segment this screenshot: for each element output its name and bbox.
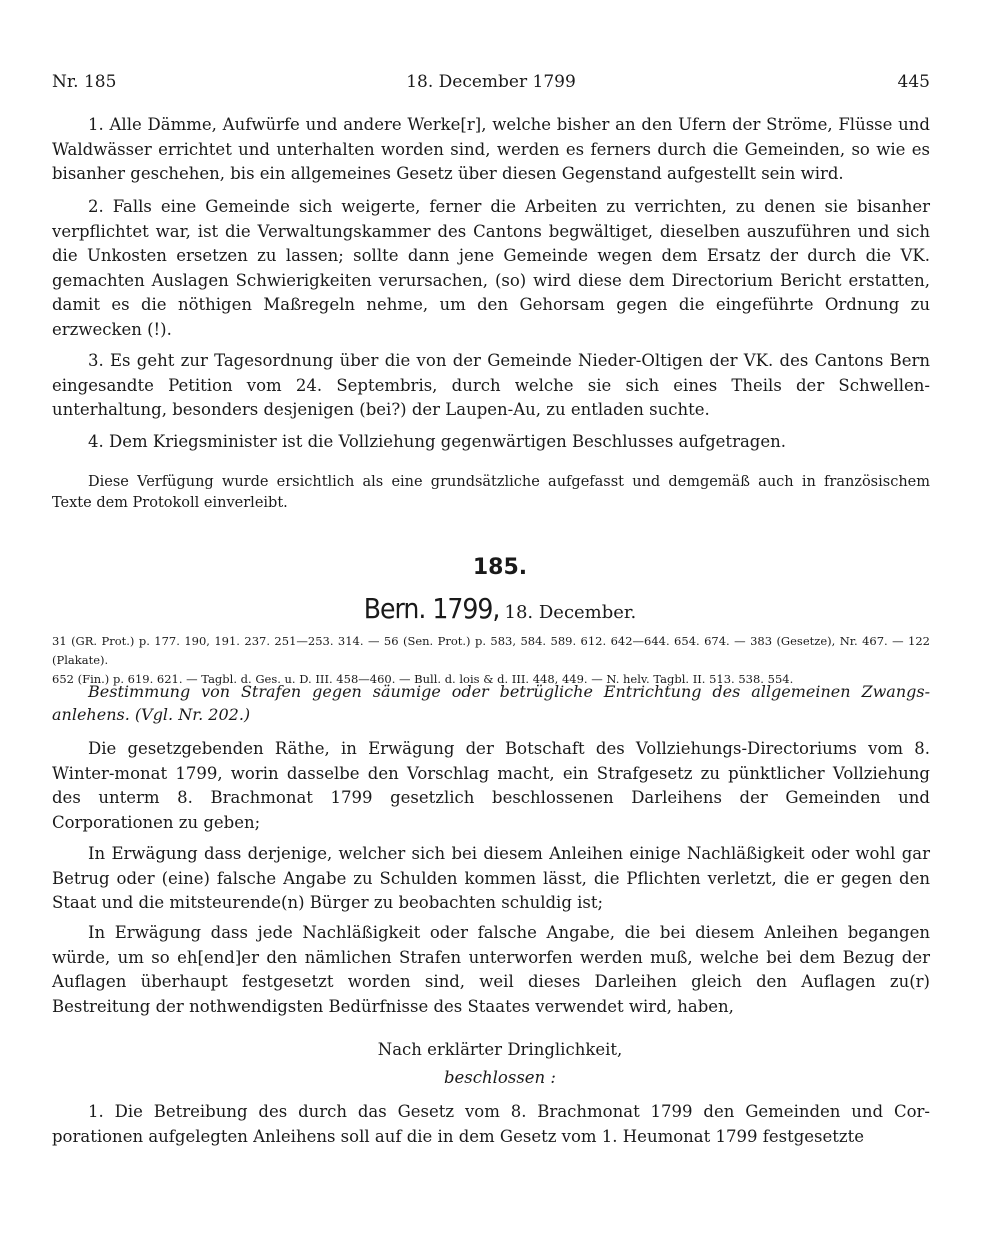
- editorial-note: Diese Verfügung wurde ersichtlich als eine grundsätzliche aufgefasst und demgemäß auch in französischem Texte dem Protokoll einverleibt.: [52, 474, 930, 511]
- article-4-top: 4. Dem Kriegsminister ist die Vollziehung gegenwärtigen Beschlusses aufgetragen.: [88, 432, 786, 451]
- document-number: 185.: [472, 555, 528, 580]
- article-2-top: 2. Falls eine Gemeinde sich weigerte, ferner die Arbeiten zu verrichten, zu denen sie bisanher verpflichtet war, ist die Verwaltungskammer des Cantons begwältiget, dieselben auszuführen und sich die Unkosten ersetzen zu lassen; sollte dann jene Gemeinde wegen dem Ersatz der durch die VK. gemachten Auslagen Schwierigkeiten verursachen, (so) wird diese dem Directorium Bericht erstatten, damit es die nöthigen Maßregeln nehme, um den Gehorsam gegen die eingeführte Ordnung zu erzwecken (!).: [52, 197, 930, 339]
- urgency-clause: Nach erklärter Dringlichkeit,: [377, 1040, 623, 1059]
- resolved-clause: beschlossen :: [443, 1068, 556, 1087]
- preamble-paragraph-3: In Erwägung dass jede Nachläßigkeit oder falsche Angabe, die bei diesem Anleihen begangen würde, um so eh[end]er den nämlichen Strafen unterworfen werden muß, welche bei dem Bezug der Auflagen überhaupt festgesetzt worden sind, weil dieses Darleihen gleich den Auflagen zu(r) Bestreitung der nothwendigsten Bedürfnisse des Staates verwendet wird, haben,: [52, 923, 930, 1016]
- article-1-top: 1. Alle Dämme, Aufwürfe und andere Werke[r], welche bisher an den Ufern der Ströme, Flüsse und Waldwässer errichtet und unterhalten worden sind, werden es ferners durch die Gemeinden, so wie es bisanher geschehen, bis ein allgemeines Gesetz über diesen Gegenstand aufgestellt sein wird.: [52, 115, 930, 183]
- page-header: [52, 72, 930, 98]
- document-date: 18. December.: [504, 602, 637, 623]
- law-article-1: 1. Die Betreibung des durch das Gesetz vom 8. Brachmonat 1799 den Gemeinden und Cor-porationen aufgelegten Anleihens soll auf die in dem Gesetz vom 1. Heumonat 1799 festgesetzte: [52, 1102, 930, 1146]
- source-line-2: 652 (Fin.) p. 619. 621. — Tagbl. d. Ges. u. D. III. 458—460. — Bull. d. lois & d. III. 448, 449. — N. helv. Tagbl. II. 513. 538. 554.: [52, 672, 794, 686]
- preamble-paragraph-1: Die gesetzgebenden Räthe, in Erwägung der Botschaft des Vollziehungs-Directoriums vom 8. Winter-monat 1799, worin dasselbe den Vorschlag macht, ein Strafgesetz zu pünktlicher Vollziehung des unterm 8. Brachmonat 1799 gesetzlich beschlossenen Darleihens der Gemeinden und Corporationen zu geben;: [52, 739, 930, 832]
- page-number: 445: [897, 72, 930, 92]
- place-year: Bern. 1799,: [363, 592, 500, 625]
- date-header: 18. December 1799: [406, 72, 576, 92]
- document-number-header: Nr. 185: [52, 72, 117, 92]
- subject-heading: Bestimmung von Strafen gegen säumige oder betrügliche Entrichtung des allgemeinen Zwangs-anlehens. (Vgl. Nr. 202.): [52, 682, 930, 724]
- source-line-1: 31 (GR. Prot.) p. 177. 190, 191. 237. 251—253. 314. — 56 (Sen. Prot.) p. 583, 584. 589. 612. 642—644. 654. 674. — 383 (Gesetze), Nr. 467. — 122 (Plakate).: [52, 634, 930, 667]
- article-3-top: 3. Es geht zur Tagesordnung über die von der Gemeinde Nieder-Oltigen der VK. des Cantons Bern eingesandte Petition vom 24. Septembris, durch welche sie sich eines Theils der Schwellen-unterhaltung, besonders desjenigen (bei?) der Laupen-Au, zu entladen suchte.: [52, 351, 930, 419]
- preamble-paragraph-2: In Erwägung dass derjenige, welcher sich bei diesem Anleihen einige Nachläßigkeit oder wohl gar Betrug oder (eine) falsche Angabe zu Schulden kommen lässt, die Pflichten verletzt, die er gegen den Staat und die mitsteurende(n) Bürger zu beobachten schuldig ist;: [52, 844, 930, 912]
- dateline: [0, 592, 1000, 625]
